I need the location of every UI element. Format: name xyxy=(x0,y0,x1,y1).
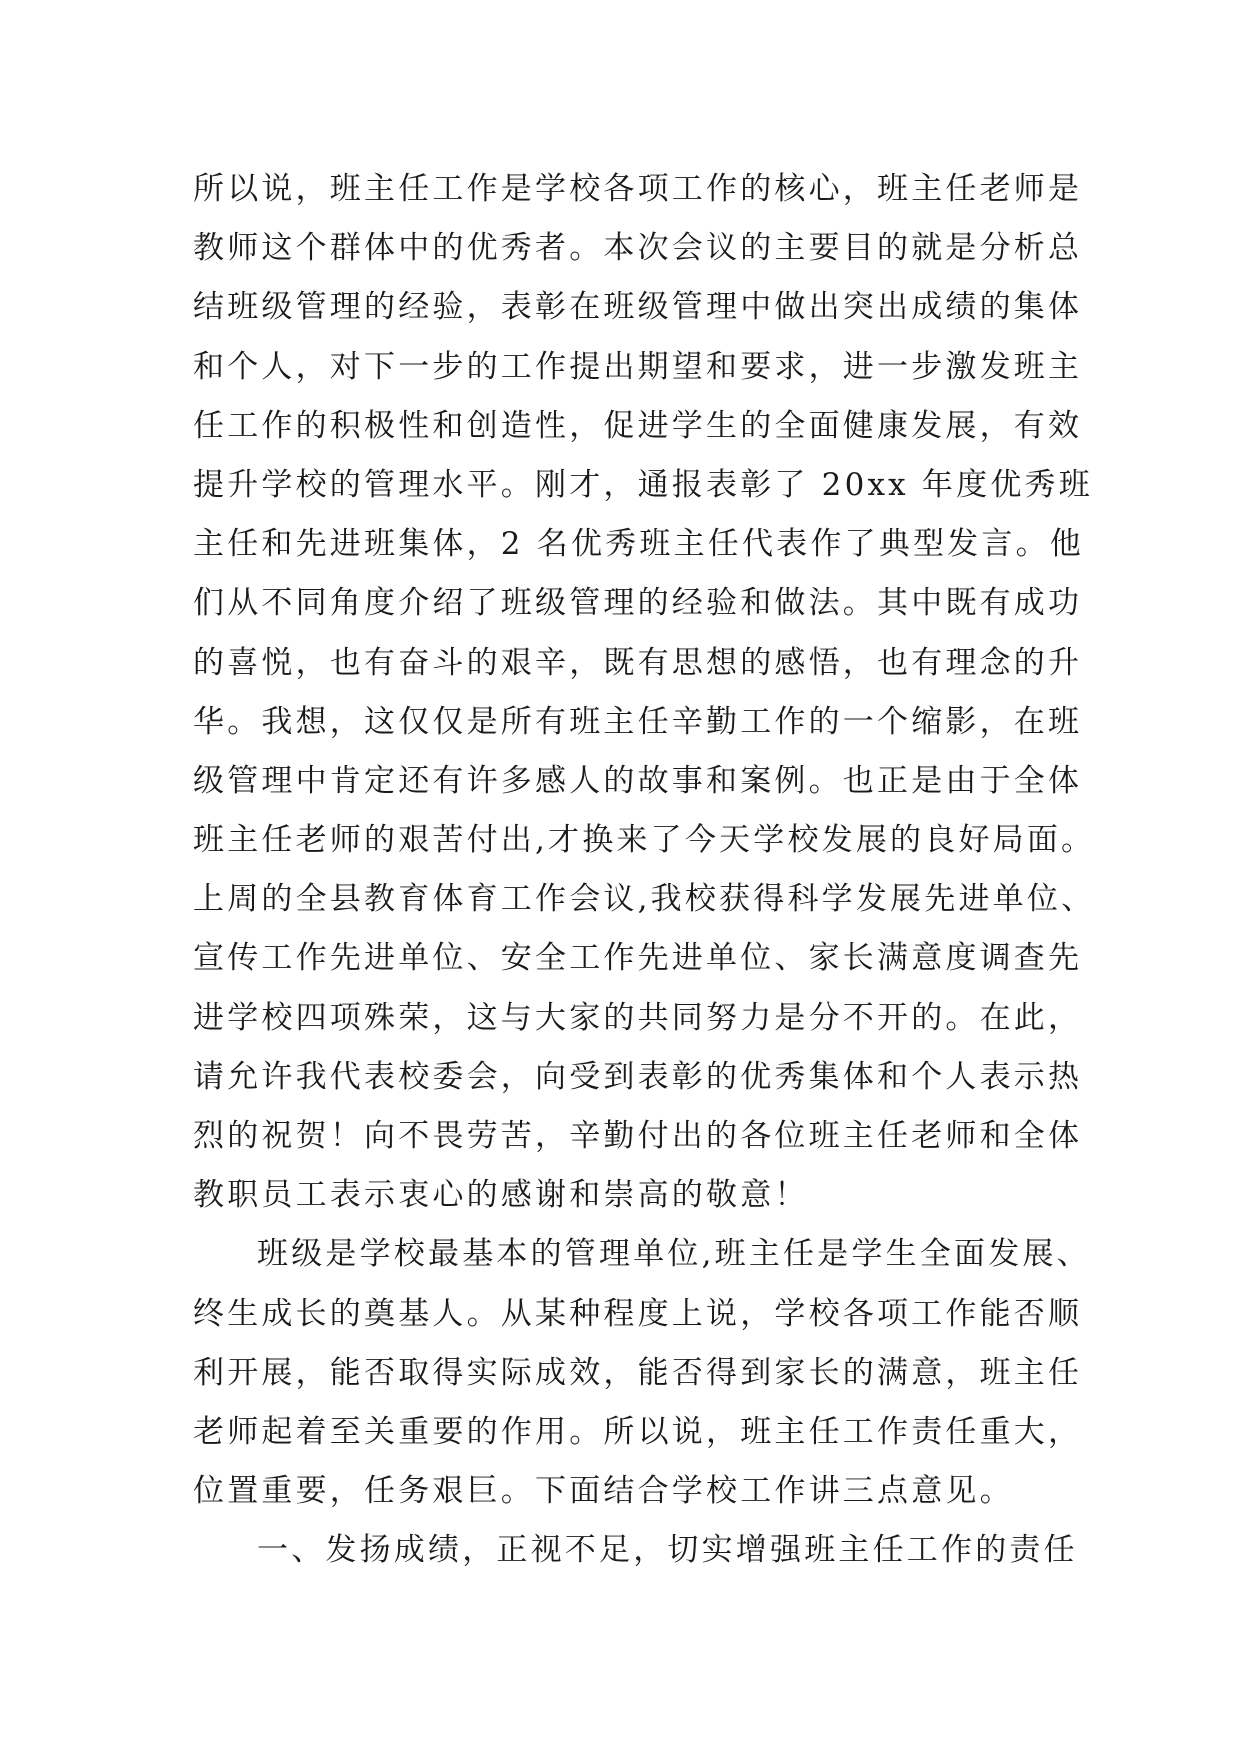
text-line-1: 所以说，班主任工作是学校各项工作的核心，班主任老师是 xyxy=(193,171,1083,207)
text-line-19: 班级是学校最基本的管理单位,班主任是学生全面发展、 xyxy=(257,1236,1091,1273)
text-line-8: 们从不同角度介绍了班级管理的经验和做法。其中既有成功 xyxy=(193,585,1083,622)
text-line-9: 的喜悦，也有奋斗的艰辛，既有思想的感悟，也有理念的升 xyxy=(193,644,1083,681)
text-line-7: 主任和先进班集体，2 名优秀班主任代表作了典型发言。他 xyxy=(193,526,1084,563)
text-line-12: 班主任老师的艰苦付出,才换来了今天学校发展的良好局面。 xyxy=(193,822,1096,859)
body-text xyxy=(193,160,1096,1581)
text-line-17: 烈的祝贺！向不畏劳苦，辛勤付出的各位班主任老师和全体 xyxy=(193,1118,1083,1154)
text-line-20: 终生成长的奠基人。从某种程度上说，学校各项工作能否顺 xyxy=(193,1295,1083,1332)
text-line-16: 请允许我代表校委会，向受到表彰的优秀集体和个人表示热 xyxy=(193,1058,1083,1095)
text-line-15: 进学校四项殊荣，这与大家的共同努力是分不开的。在此， xyxy=(193,999,1083,1036)
text-line-11: 级管理中肯定还有许多感人的故事和案例。也正是由于全体 xyxy=(193,762,1083,799)
text-line-5: 任工作的积极性和创造性，促进学生的全面健康发展，有效 xyxy=(193,407,1083,444)
text-line-6: 提升学校的管理水平。刚才，通报表彰了 20xx 年度优秀班 xyxy=(193,466,1093,503)
text-line-10: 华。我想，这仅仅是所有班主任辛勤工作的一个缩影，在班 xyxy=(193,703,1083,740)
text-line-24: 一、发扬成绩，正视不足，切实增强班主任工作的责任 xyxy=(257,1532,1078,1569)
text-line-3: 结班级管理的经验，表彰在班级管理中做出突出成绩的集体 xyxy=(193,289,1083,326)
text-line-4: 和个人，对下一步的工作提出期望和要求，进一步激发班主 xyxy=(193,348,1083,385)
text-line-22: 老师起着至关重要的作用。所以说，班主任工作责任重大， xyxy=(193,1413,1083,1450)
text-line-2: 教师这个群体中的优秀者。本次会议的主要目的就是分析总 xyxy=(193,230,1083,267)
text-line-23: 位置重要，任务艰巨。下面结合学校工作讲三点意见。 xyxy=(193,1473,1014,1510)
text-line-13: 上周的全县教育体育工作会议,我校获得科学发展先进单位、 xyxy=(193,881,1096,918)
text-line-21: 利开展，能否取得实际成效，能否得到家长的满意，班主任 xyxy=(193,1354,1083,1391)
text-line-14: 宣传工作先进单位、安全工作先进单位、家长满意度调查先 xyxy=(193,940,1083,977)
text-line-18: 教职员工表示衷心的感谢和崇高的敬意！ xyxy=(193,1177,809,1214)
